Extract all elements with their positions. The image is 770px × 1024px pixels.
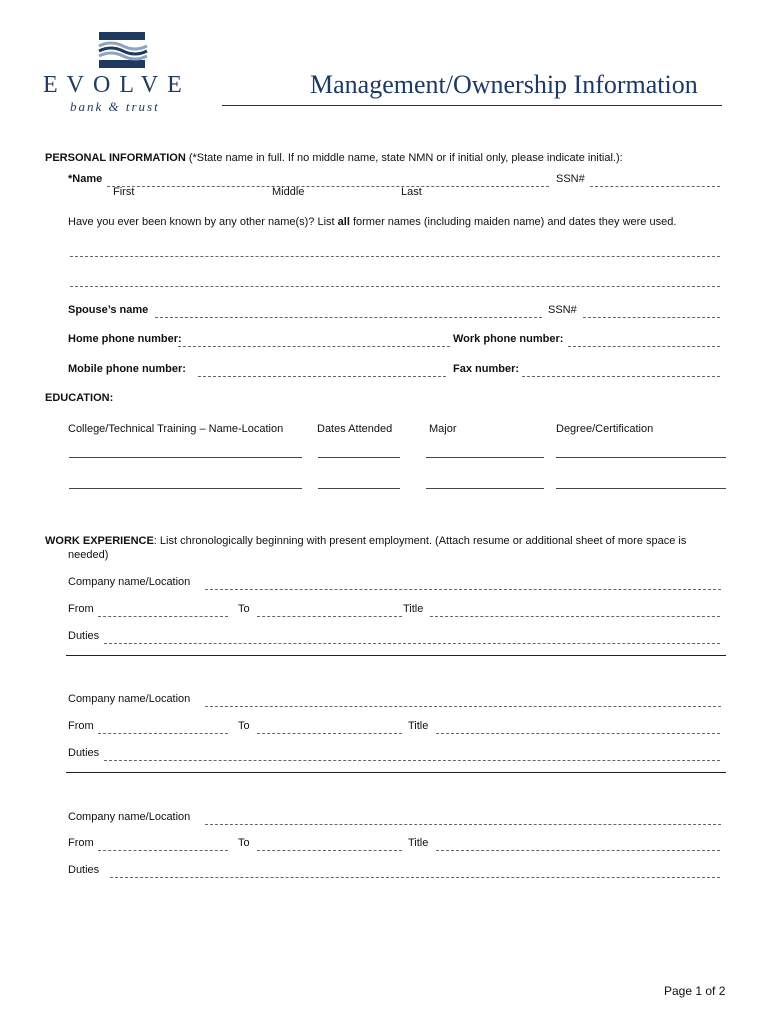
title-field-2[interactable] [436,721,720,734]
from-label-2: From [68,720,94,732]
page-number: Page 1 of 2 [664,984,726,998]
education-heading: EDUCATION: [45,392,114,404]
to-field-3[interactable] [257,838,402,851]
work-note-cont: needed) [68,549,109,561]
title-label-1: Title [403,603,424,615]
company-field-2[interactable] [205,694,721,707]
company-field-1[interactable] [205,577,721,590]
other-names-field-2[interactable] [70,274,720,287]
edu-row2-degree-field[interactable] [556,488,726,489]
work-heading: WORK EXPERIENCE [45,535,154,547]
title-field-1[interactable] [430,604,720,617]
to-field-1[interactable] [257,604,402,617]
duties-field-2[interactable] [104,748,720,761]
work-phone-field[interactable] [568,334,720,347]
duties-field-1[interactable] [104,631,720,644]
company-label-3: Company name/Location [68,811,191,823]
name-field[interactable] [107,174,549,187]
to-label-1: To [238,603,250,615]
to-field-2[interactable] [257,721,402,734]
company-label-1: Company name/Location [68,576,191,588]
from-label-1: From [68,603,94,615]
home-phone-label: Home phone number: [68,333,182,345]
spouse-ssn-label: SSN# [548,304,577,316]
duties-field-3[interactable] [110,865,720,878]
other-names-pre: Have you ever been known by any other name(s)? List [68,216,338,228]
logo [40,28,210,118]
last-caption: Last [401,186,422,198]
other-names-post: former names (including maiden name) and dates they were used. [349,216,677,228]
company-label-2: Company name/Location [68,693,191,705]
middle-caption: Middle [272,186,305,198]
edu-row1-degree-field[interactable] [556,457,726,458]
spouse-ssn-field[interactable] [583,305,720,318]
title-label-2: Title [408,720,429,732]
spouse-label: Spouse’s name [68,304,149,316]
other-names-question [68,216,676,229]
personal-note: (*State name in full. If no middle name, state NMN or if initial only, please indicate initial.): [185,152,623,164]
duties-label-1: Duties [68,630,100,642]
home-phone-field[interactable] [178,334,450,347]
logo-tagline: bank & trust [70,99,160,114]
other-names-bold: all [337,216,350,228]
mobile-phone-label: Mobile phone number: [68,363,186,375]
to-label-2: To [238,720,250,732]
duties-label-3: Duties [68,864,100,876]
fax-label: Fax number: [453,363,520,375]
from-field-2[interactable] [98,721,228,734]
duties-label-2: Duties [68,747,100,759]
edu-row2-major-field[interactable] [426,488,544,489]
edu-col-dates: Dates Attended [317,423,393,435]
work-section-heading [45,535,686,548]
edu-row2-dates-field[interactable] [318,488,400,489]
work-phone-label: Work phone number: [453,333,564,345]
ssn-field[interactable] [590,174,720,187]
first-caption: First [113,186,135,198]
edu-col-degree: Degree/Certification [556,423,654,435]
duties-line-2b[interactable] [66,772,726,773]
from-field-3[interactable] [98,838,228,851]
edu-col-name: College/Technical Training – Name-Location [68,423,284,435]
title-rule [222,105,722,106]
other-names-field-1[interactable] [70,244,720,257]
spouse-field[interactable] [155,305,542,318]
to-label-3: To [238,837,250,849]
logo-name: EVOLVE [43,72,191,98]
edu-row1-name-field[interactable] [69,457,302,458]
duties-line-1b[interactable] [66,655,726,656]
edu-col-major: Major [429,423,457,435]
fax-field[interactable] [522,364,720,377]
mobile-phone-field[interactable] [198,364,446,377]
personal-heading: PERSONAL INFORMATION [45,152,186,164]
work-note: : List chronologically beginning with present employment. (Attach resume or additional sheet of more space is [153,535,687,547]
from-field-1[interactable] [98,604,228,617]
page-title: Management/Ownership Information [310,70,698,99]
edu-row2-name-field[interactable] [69,488,302,489]
edu-row1-dates-field[interactable] [318,457,400,458]
company-field-3[interactable] [205,812,721,825]
name-label: *Name [68,173,103,185]
evolve-logo-icon [97,30,149,70]
edu-row1-major-field[interactable] [426,457,544,458]
from-label-3: From [68,837,94,849]
personal-section-heading [45,152,623,165]
title-field-3[interactable] [436,838,720,851]
ssn-label: SSN# [556,173,585,185]
title-label-3: Title [408,837,429,849]
